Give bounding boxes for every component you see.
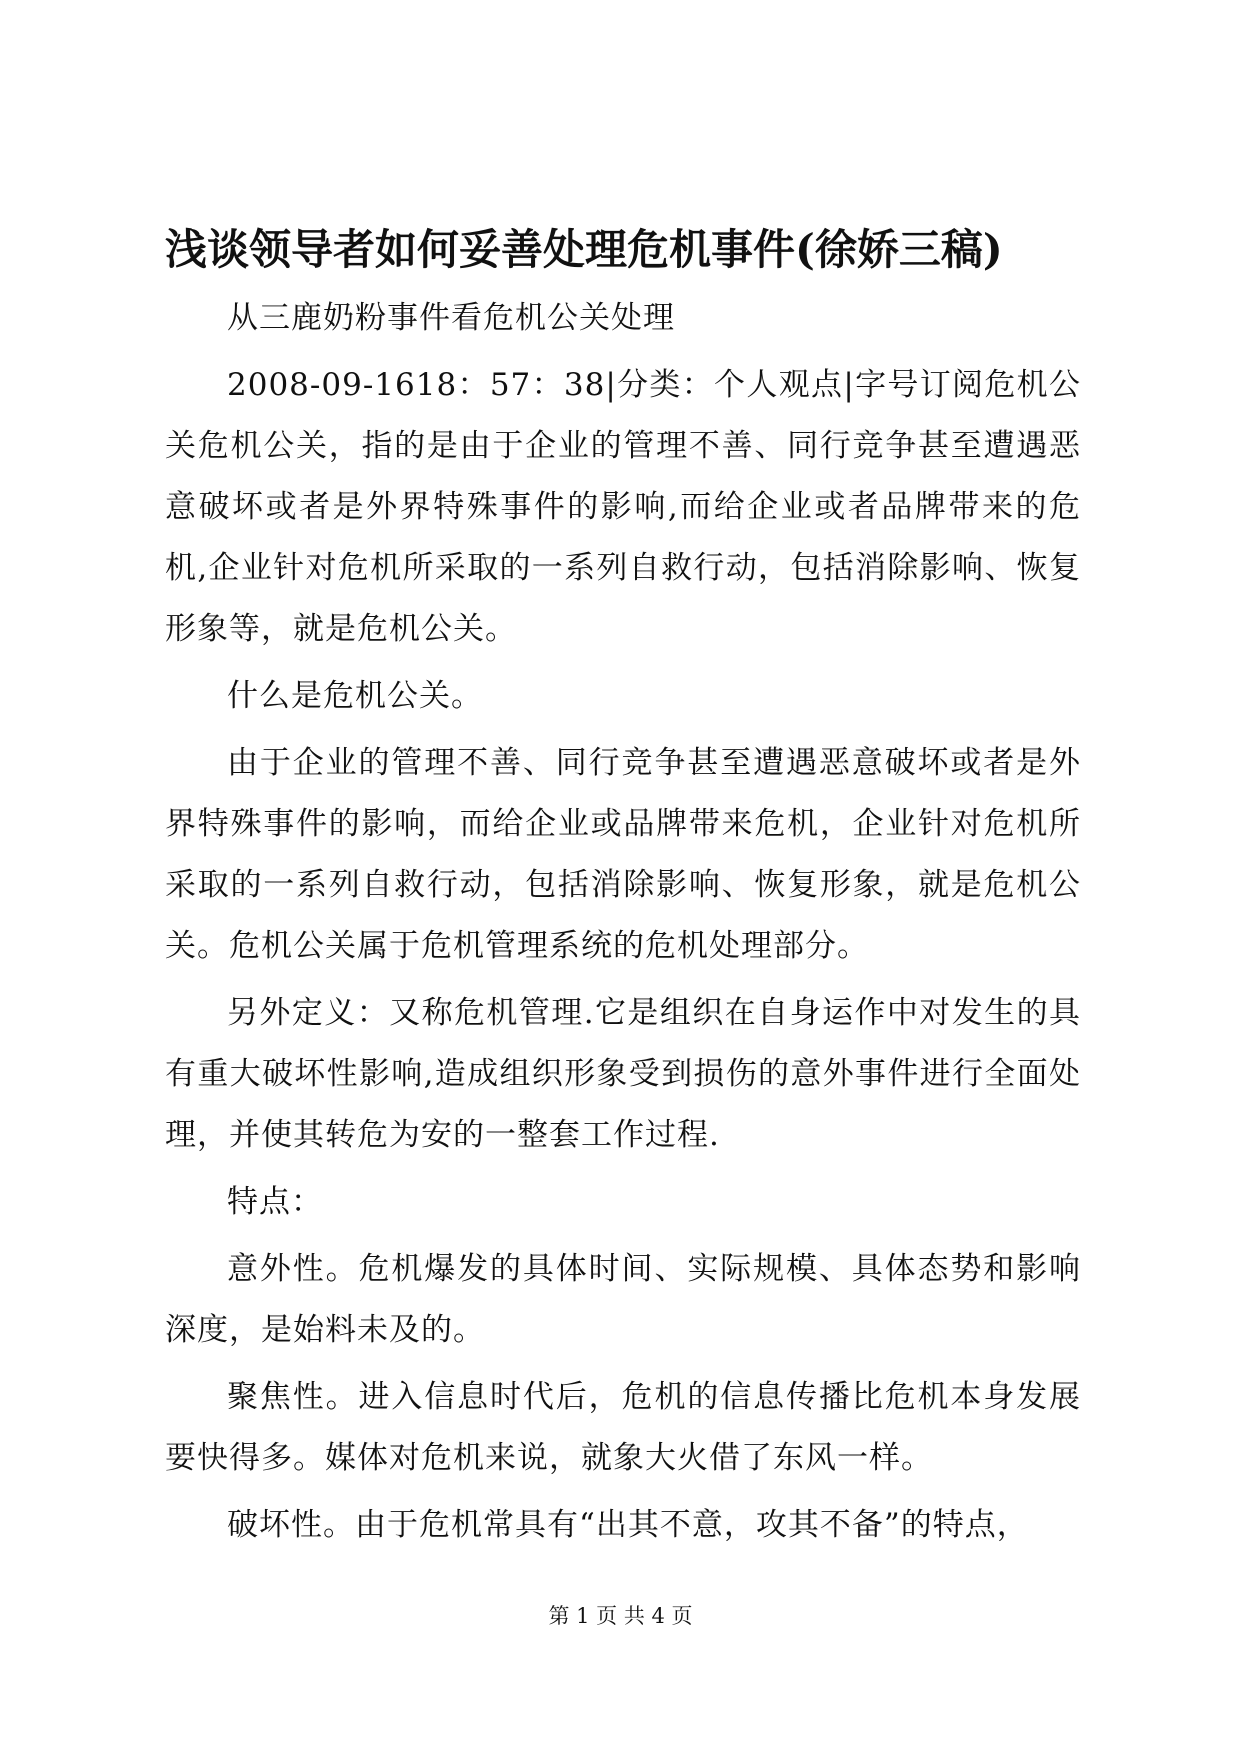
document-body [165, 288, 1081, 1562]
paragraph-definition: 由于企业的管理不善、同行竞争甚至遭遇恶意破坏或者是外界特殊事件的影响，而给企业或品牌带来危机，企业针对危机所采取的一系列自救行动，包括消除影响、恢复形象，就是危机公关。危机公关属于危机管理系统的危机处理部分。 [165, 745, 1081, 964]
paragraph-feature-destructive: 破坏性。由于危机常具有“出其不意，攻其不备”的特点， [227, 1507, 1029, 1543]
paragraph-feature-focus: 聚焦性。进入信息时代后，危机的信息传播比危机本身发展要快得多。媒体对危机来说，就象大火借了东风一样。 [165, 1379, 1081, 1476]
paragraph-feature-unexpected: 意外性。危机爆发的具体时间、实际规模、具体态势和影响深度，是始料未及的。 [165, 1251, 1081, 1348]
page-number: 第 1 页 共 4 页 [548, 1604, 693, 1628]
paragraph-alt-definition: 另外定义：又称危机管理.它是组织在自身运作中对发生的具有重大破坏性影响,造成组织形象受到损伤的意外事件进行全面处理，并使其转危为安的一整套工作过程. [165, 995, 1081, 1153]
document-title: 浅谈领导者如何妥善处理危机事件(徐娇三稿) [165, 225, 1003, 274]
paragraph-meta-definition: 2008-09-1618：57：38|分类：个人观点|字号订阅危机公关危机公关，指的是由于企业的管理不善、同行竞争甚至遭遇恶意破坏或者是外界特殊事件的影响,而给企业或者品牌带来的危机,企业针对危机所采取的一系列自救行动，包括消除影响、恢复形象等，就是危机公关。 [165, 367, 1081, 647]
paragraph-features-heading: 特点： [227, 1184, 323, 1220]
paragraph-question: 什么是危机公关。 [227, 678, 483, 714]
paragraph-subtitle: 从三鹿奶粉事件看危机公关处理 [227, 300, 675, 336]
